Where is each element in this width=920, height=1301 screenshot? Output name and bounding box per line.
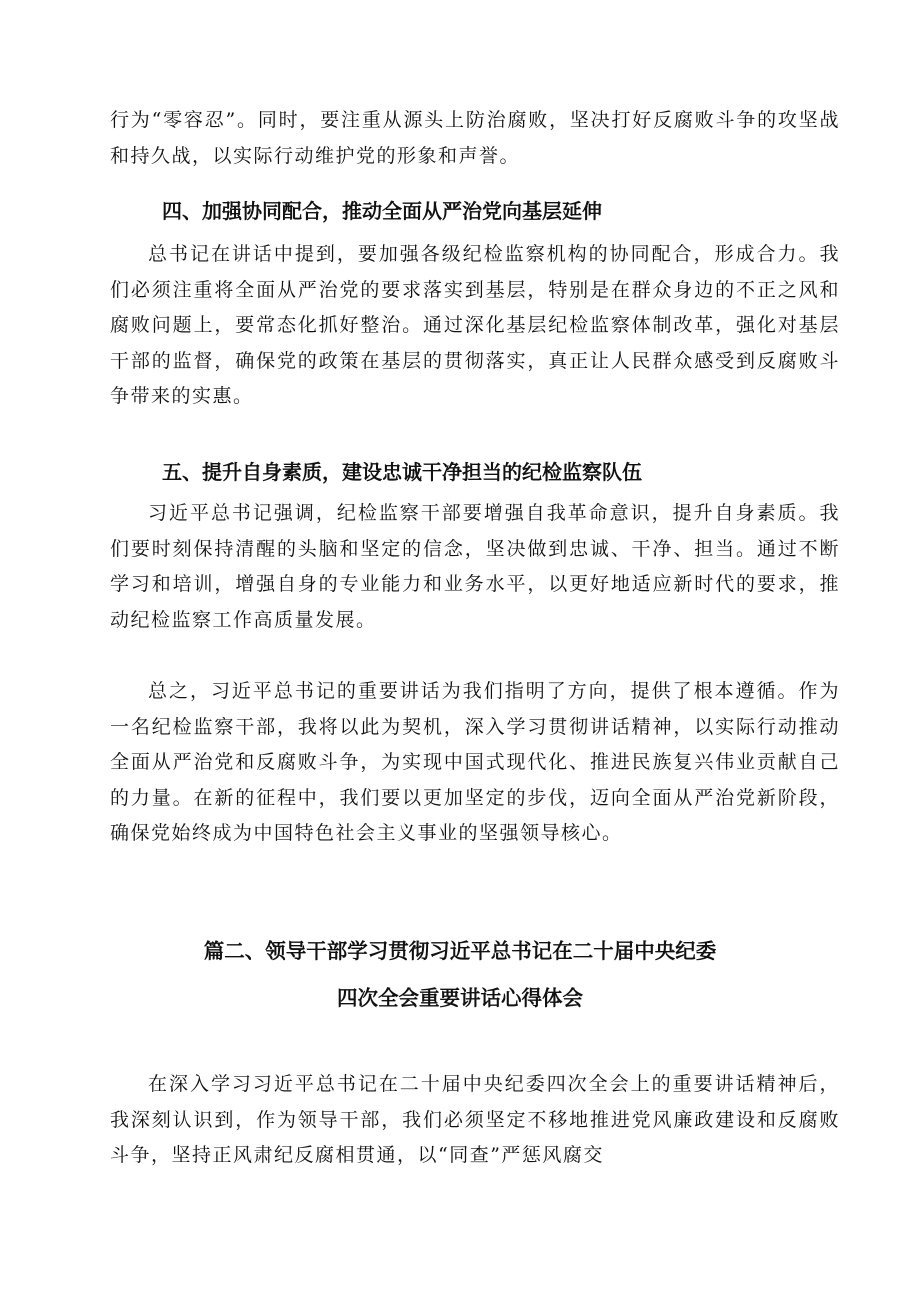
section-heading-5: 五、提升自身素质，建设忠诚干净担当的纪检监察队伍 (162, 460, 642, 484)
paragraph-continuation: 行为“零容忍”。同时，要注重从源头上防治腐败，坚决打好反腐败斗争的攻坚战和持久战，以实际行动维护党的形象和声誉。 (110, 109, 840, 167)
paragraph-conclusion: 总之，习近平总书记的重要讲话为我们指明了方向，提供了根本遵循。作为一名纪检监察干部，我将以此为契机，深入学习贯彻讲话精神，以实际行动推动全面从严治党和反腐败斗争，为实现中国式现代化、推进民族复兴伟业贡献自己的力量。在新的征程中，我们要以更加坚定的步伐，迈向全面从严治党新阶段，确保党始终成为中国特色社会主义事业的坚强领导核心。 (110, 680, 840, 844)
section-heading-4: 四、加强协同配合，推动全面从严治党向基层延伸 (162, 199, 602, 223)
article-title-line-2: 四次全会重要讲话心得体会 (337, 986, 583, 1010)
paragraph-section-4: 总书记在讲话中提到，要加强各级纪检监察机构的协同配合，形成合力。我们必须注重将全面从严治党的要求落实到基层，特别是在群众身边的不正之风和腐败问题上，要常态化抓好整治。通过深化基层纪检监察体制改革，强化对基层干部的监督，确保党的政策在基层的贯彻落实，真正让人民群众感受到反腐败斗争带来的实惠。 (110, 243, 840, 407)
paragraph-section-5: 习近平总书记强调，纪检监察干部要增强自我革命意识，提升自身素质。我们要时刻保持清醒的头脑和坚定的信念，坚决做到忠诚、干净、担当。通过不断学习和培训，增强自身的专业能力和业务水平，以更好地适应新时代的要求，推动纪检监察工作高质量发展。 (110, 502, 840, 631)
article-title-line-1: 篇二、领导干部学习贯彻习近平总书记在二十届中央纪委 (203, 939, 717, 963)
paragraph-article-intro: 在深入学习习近平总书记在二十届中央纪委四次全会上的重要讲话精神后，我深刻认识到，作为领导干部，我们必须坚定不移地推进党风廉政建设和反腐败斗争，坚持正风肃纪反腐相贯通，以“同查”严惩风腐交 (110, 1073, 840, 1166)
